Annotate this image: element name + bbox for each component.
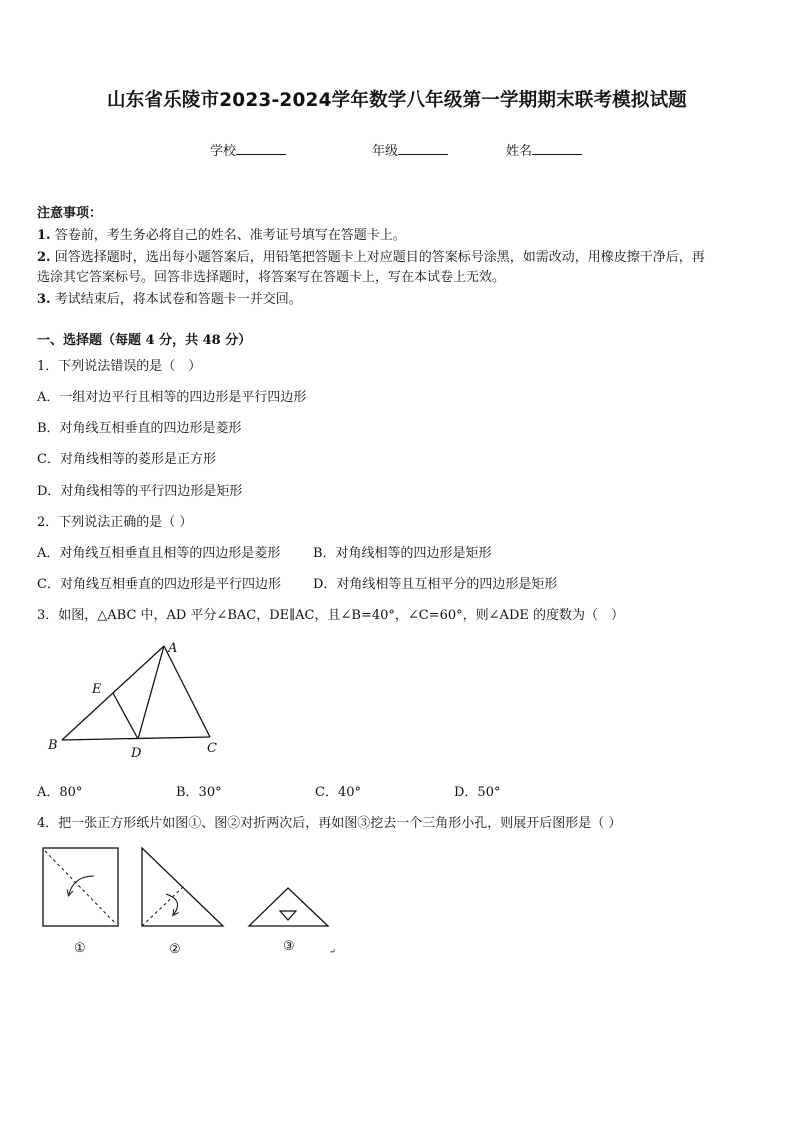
- notice-heading: 注意事项：: [37, 206, 103, 221]
- notice-text: 考试结束后，将本试卷和答题卡一并交回。: [54, 292, 302, 307]
- paragraph-mark: ↵: [329, 947, 336, 956]
- q2-option-a: A．对角线互相垂直且相等的四边形是菱形: [37, 546, 281, 561]
- fold-figure-2: [142, 848, 223, 926]
- school-blank: [236, 141, 286, 155]
- segment-de: [113, 693, 138, 739]
- segment-ac: [164, 646, 210, 737]
- name-blank: [532, 141, 582, 155]
- q2-option-d: D．对角线相等且互相平分的四边形是矩形: [313, 577, 558, 592]
- q3-triangle-figure: [40, 636, 240, 761]
- notice-num: 1.: [37, 228, 51, 243]
- q4-stem: 4．把一张正方形纸片如图①、图②对折两次后，再如图③挖去一个三角形小孔，则展开后图形是（ ）: [37, 816, 622, 831]
- q3-stem: 3．如图，△ABC 中，AD 平分∠BAC，DE∥AC，且∠B=40°，∠C=60°，则∠ADE 的度数为（ ）: [37, 608, 624, 623]
- q1-option-a: A．一组对边平行且相等的四边形是平行四边形: [37, 390, 307, 405]
- name-label: 姓名: [506, 144, 533, 159]
- notice-num: 3.: [37, 292, 51, 307]
- segment-bc: [62, 737, 210, 740]
- fold-figure-3: [249, 888, 328, 926]
- q1-stem: 1．下列说法错误的是（ ）: [37, 359, 202, 374]
- vertex-label-d: D: [131, 746, 142, 761]
- q2-option-b: B．对角线相等的四边形是矩形: [313, 546, 492, 561]
- vertex-label-b: B: [48, 738, 58, 753]
- vertex-label-e: E: [92, 682, 102, 697]
- q2-stem: 2．下列说法正确的是（ ）: [37, 515, 193, 530]
- grade-label: 年级: [372, 144, 399, 159]
- school-label: 学校: [210, 144, 237, 159]
- fig-label-3: ③: [283, 939, 295, 954]
- segment-ad: [138, 646, 164, 739]
- fold-figure-1: [43, 848, 118, 926]
- q3-option-c: C．40°: [315, 785, 361, 800]
- vertex-label-a: A: [168, 641, 178, 656]
- school-field: [210, 140, 286, 159]
- fig-label-2: ②: [169, 942, 181, 957]
- name-field: [506, 140, 582, 159]
- notice-num: 2.: [37, 250, 51, 265]
- q1-option-d: D．对角线相等的平行四边形是矩形: [37, 484, 243, 499]
- q3-option-b: B．30°: [176, 785, 222, 800]
- section-heading: 一、选择题（每题 4 分，共 48 分）: [37, 333, 252, 348]
- notice-item-2: [37, 246, 705, 265]
- q1-option-b: B．对角线互相垂直的四边形是菱形: [37, 421, 242, 436]
- q3-option-d: D．50°: [454, 785, 501, 800]
- notice-text: 答卷前，考生务必将自己的姓名、准考证号填写在答题卡上。: [54, 228, 406, 243]
- grade-field: [372, 140, 448, 159]
- q1-option-c: C．对角线相等的菱形是正方形: [37, 452, 216, 467]
- notice-item-3: [37, 288, 302, 307]
- q4-folding-figures: [38, 842, 348, 960]
- vertex-label-c: C: [207, 741, 217, 756]
- grade-blank: [398, 141, 448, 155]
- notice-item-2-cont: 选涂其它答案标号。回答非选择题时，将答案写在答题卡上，写在本试卷上无效。: [37, 270, 506, 285]
- page-title: 山东省乐陵市2023-2024学年数学八年级第一学期期末联考模拟试题: [107, 90, 687, 111]
- notice-item-1: [37, 224, 406, 243]
- notice-text: 回答选择题时，选出每小题答案后，用铅笔把答题卡上对应题目的答案标号涂黑，如需改动，用橡皮擦干净后，再: [54, 250, 705, 265]
- q3-option-a: A．80°: [37, 785, 83, 800]
- q2-option-c: C．对角线互相垂直的四边形是平行四边形: [37, 577, 281, 592]
- fig-label-1: ①: [74, 941, 86, 956]
